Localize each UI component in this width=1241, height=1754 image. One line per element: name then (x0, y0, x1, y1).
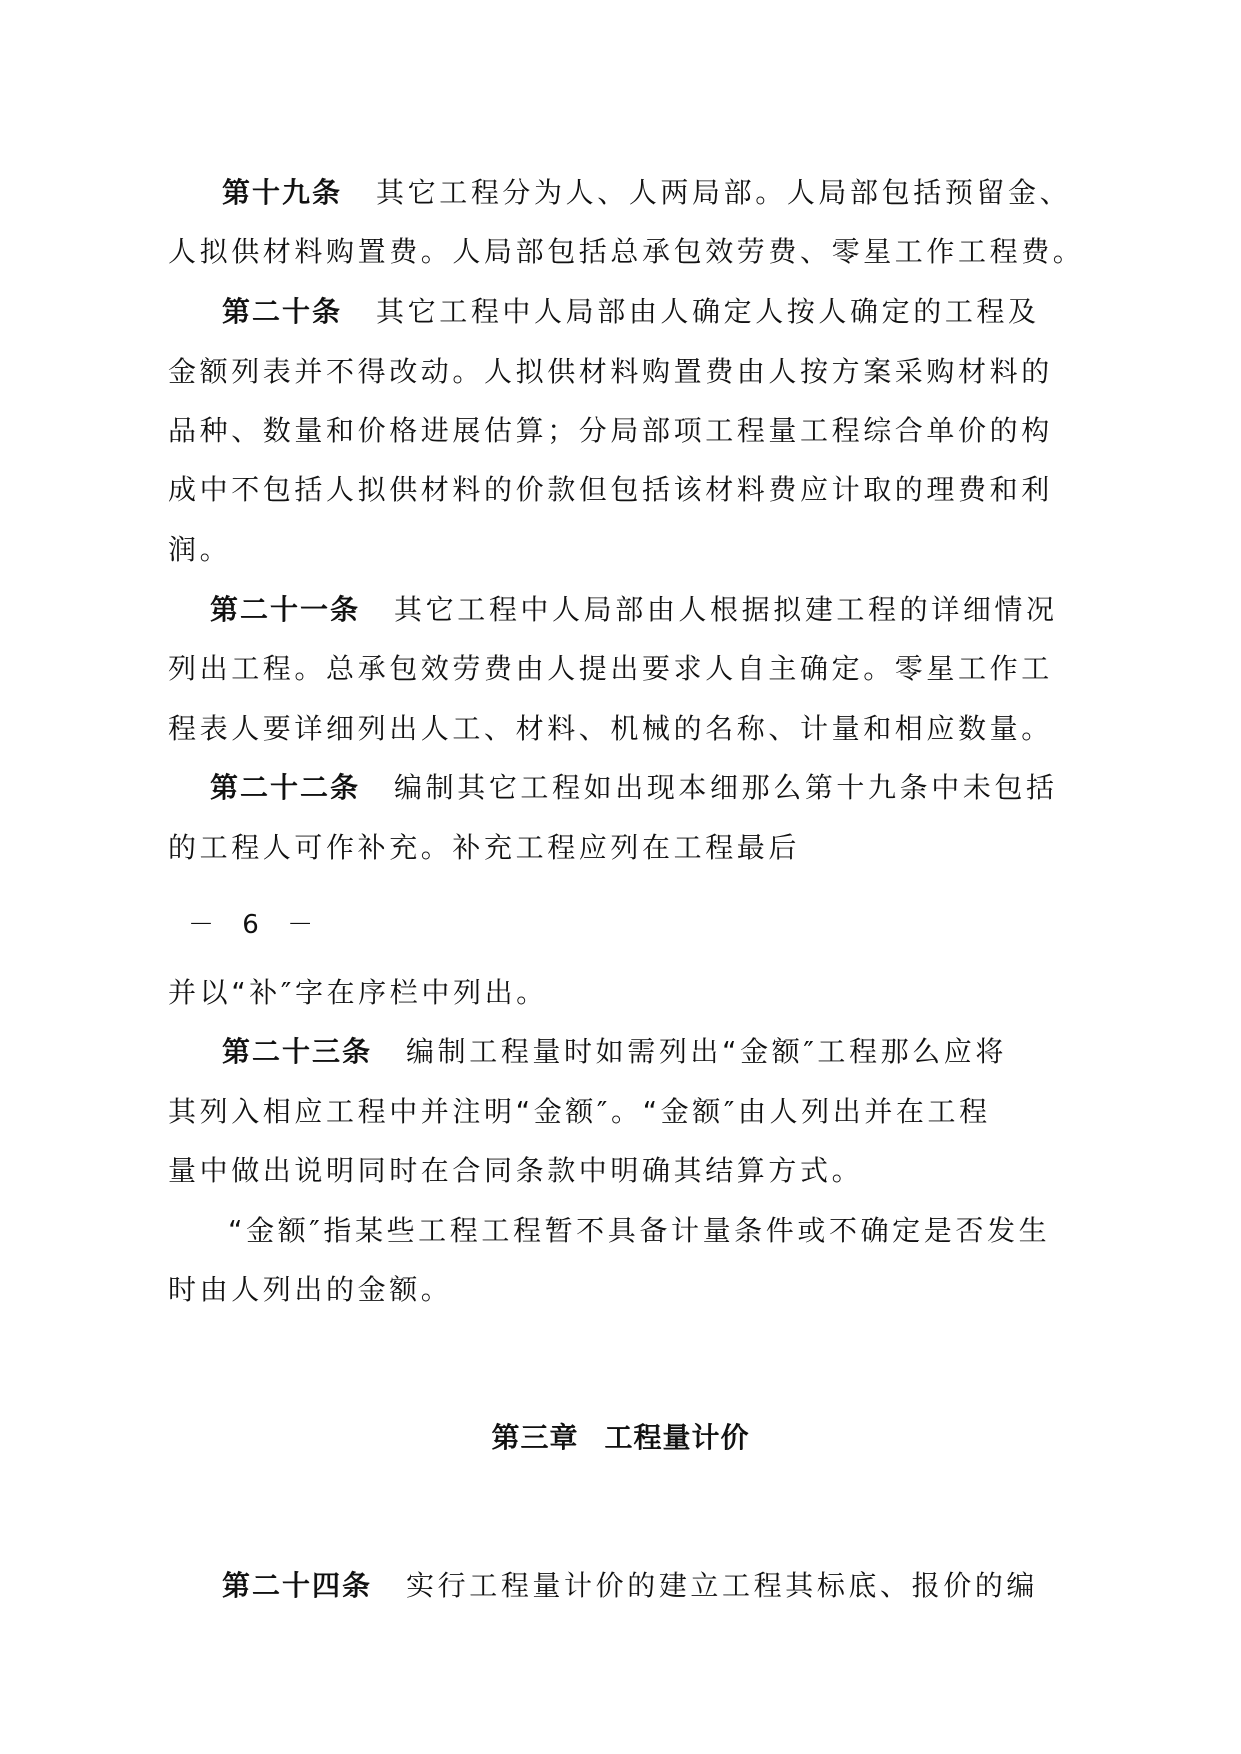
article-21-line-3: 程表人要详细列出人工、材料、机械的名称、计量和相应数量。 (168, 712, 1053, 745)
article-24-text: 实行工程量计价的建立工程其标底、报价的编 (406, 1569, 1039, 1602)
amount-note-line-1: “金额″指某些工程工程暂不具备计量条件或不确定是否发生 (228, 1214, 1051, 1247)
article-20-line-5: 润。 (168, 533, 232, 566)
article-23-heading: 第二十三条 (222, 1035, 373, 1068)
article-24-heading: 第二十四条 (222, 1569, 373, 1602)
article-24-first-line (222, 1568, 1038, 1604)
chapter-title: 工程量计价 (604, 1421, 750, 1454)
article-19-first-line (222, 175, 1071, 211)
article-23-first-line (222, 1034, 1007, 1070)
article-21-first-line (210, 592, 1058, 628)
article-22-heading: 第二十二条 (210, 771, 361, 804)
article-19-text: 其它工程分为人、人两局部。人局部包括预留金、 (376, 176, 1072, 209)
article-21-line-2: 列出工程。总承包效劳费由人提出要求人自主确定。零星工作工 (168, 652, 1053, 685)
page-number: － 6 － (188, 910, 324, 940)
amount-note-line-2: 时由人列出的金额。 (168, 1273, 453, 1306)
article-20-line-2: 金额列表并不得改动。人拟供材料购置费由人按方案采购材料的 (168, 355, 1053, 388)
article-19-heading: 第十九条 (222, 176, 343, 209)
article-20-line-3: 品种、数量和价格进展估算；分局部项工程量工程综合单价的构 (168, 414, 1053, 447)
article-21-heading: 第二十一条 (210, 593, 361, 626)
article-22-first-line (210, 770, 1058, 806)
article-20-first-line (222, 294, 1040, 330)
continuation-line: 并以“补″字在序栏中列出。 (168, 976, 548, 1009)
article-23-text: 编制工程量时如需列出“金额″工程那么应将 (406, 1035, 1007, 1068)
article-22-line-2: 的工程人可作补充。补充工程应列在工程最后 (168, 831, 801, 864)
article-20-text: 其它工程中人局部由人确定人按人确定的工程及 (376, 295, 1040, 328)
chapter-number: 第三章 (491, 1421, 579, 1454)
chapter-heading (0, 1420, 1241, 1456)
article-23-line-2: 其列入相应工程中并注明“金额″。“金额″由人列出并在工程 (168, 1095, 991, 1128)
article-22-text: 编制其它工程如出现本细那么第十九条中未包括 (394, 771, 1058, 804)
article-20-line-4: 成中不包括人拟供材料的价款但包括该材料费应计取的理费和利 (168, 473, 1053, 506)
article-23-line-3: 量中做出说明同时在合同条款中明确其结算方式。 (168, 1154, 864, 1187)
article-21-text: 其它工程中人局部由人根据拟建工程的详细情况 (394, 593, 1058, 626)
article-20-heading: 第二十条 (222, 295, 343, 328)
article-19-line-2: 人拟供材料购置费。人局部包括总承包效劳费、零星工作工程费。 (168, 235, 1085, 268)
